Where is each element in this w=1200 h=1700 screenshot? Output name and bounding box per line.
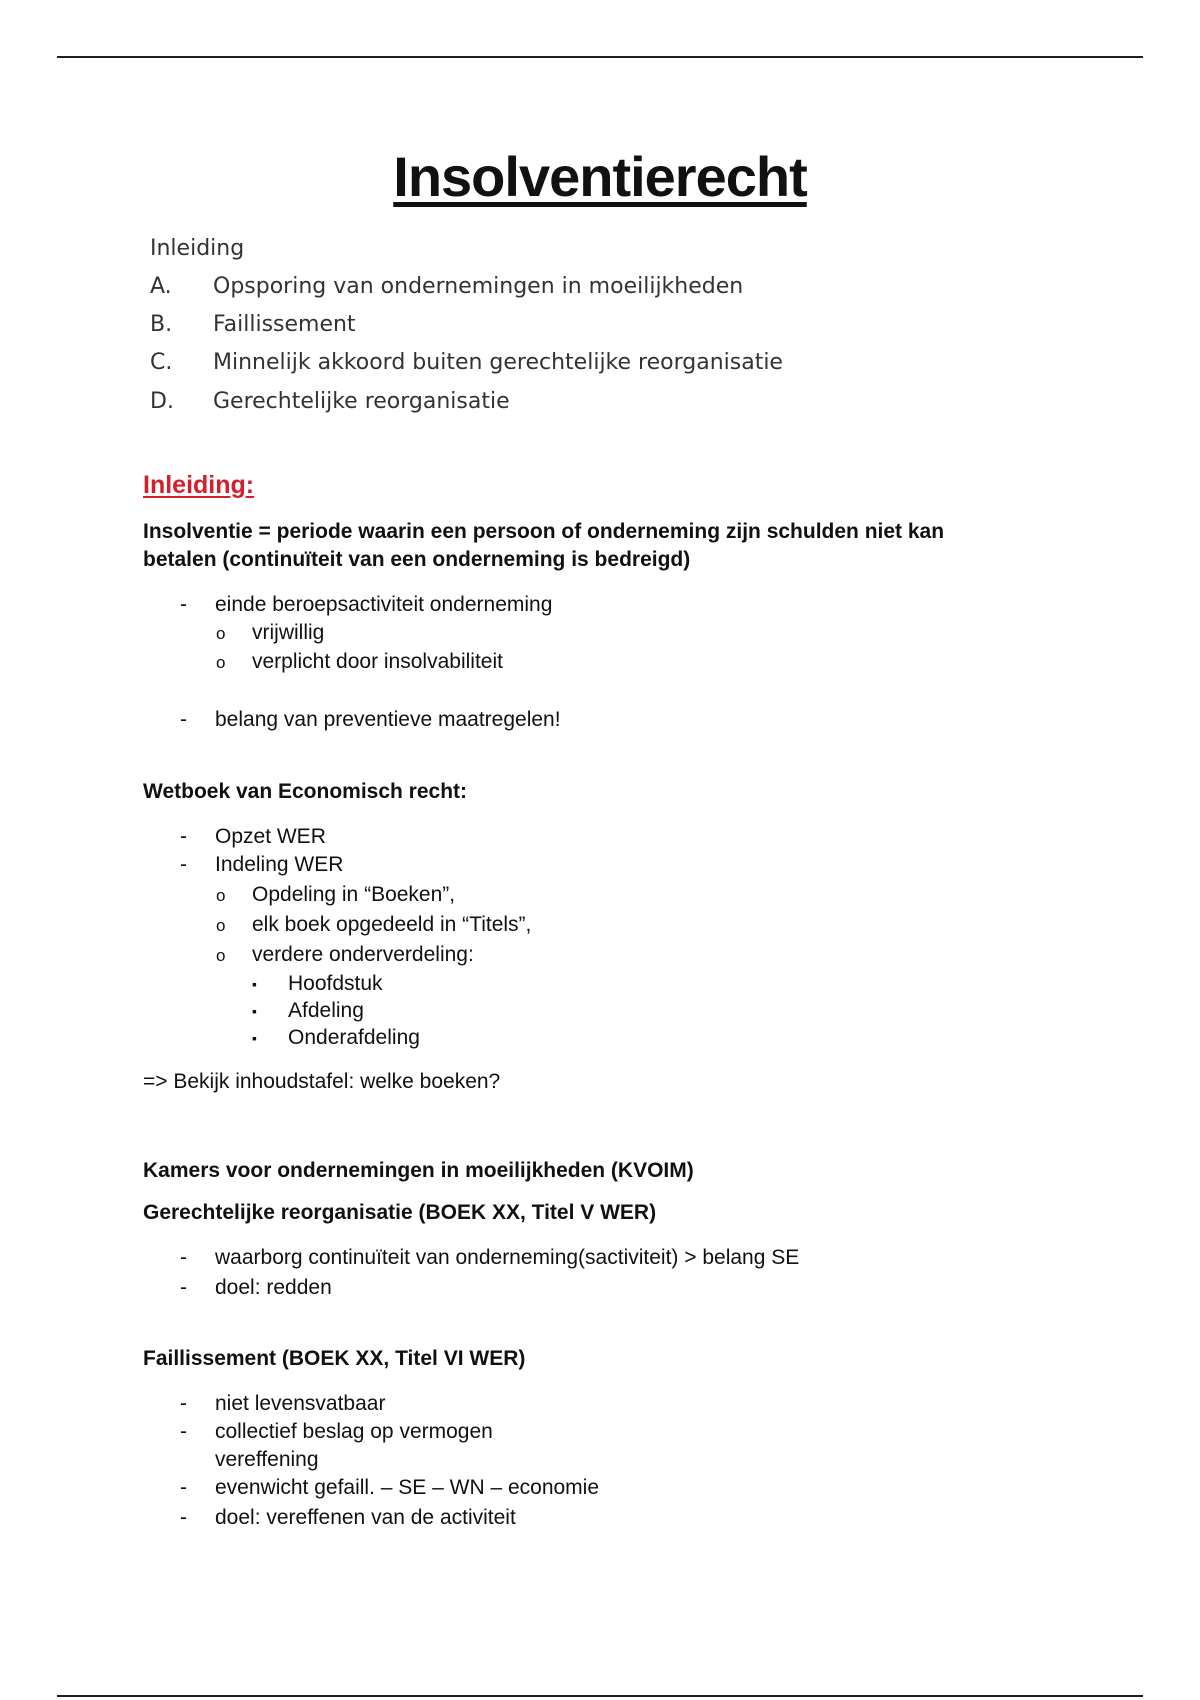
list-item-text: Opdeling in “Boeken”, bbox=[252, 883, 456, 906]
list-item-text: verdere onderverdeling: bbox=[252, 943, 474, 966]
circle-bullet-icon: o bbox=[216, 653, 226, 672]
toc-text: Minnelijk akkoord buiten gerechtelijke reorganisatie bbox=[213, 350, 783, 375]
dash-bullet-icon: - bbox=[180, 1392, 187, 1415]
dash-bullet-icon: - bbox=[180, 1246, 187, 1269]
list-item-text: collectief beslag op vermogen bbox=[215, 1420, 493, 1443]
list-item-text: niet levensvatbaar bbox=[215, 1392, 386, 1415]
toc-letter: D. bbox=[150, 389, 174, 414]
toc-text: Faillissement bbox=[213, 312, 356, 337]
square-bullet-icon: ▪ bbox=[252, 976, 257, 992]
note-text: => Bekijk inhoudstafel: welke boeken? bbox=[143, 1070, 501, 1093]
square-bullet-icon: ▪ bbox=[252, 1030, 257, 1046]
toc-letter: C. bbox=[150, 350, 173, 375]
section-heading-faillissement: Faillissement (BOEK XX, Titel VI WER) bbox=[143, 1347, 526, 1370]
circle-bullet-icon: o bbox=[216, 916, 226, 935]
toc-heading: Inleiding bbox=[150, 236, 245, 261]
page-title: Insolventierecht bbox=[393, 145, 807, 208]
section-heading-wer: Wetboek van Economisch recht: bbox=[143, 780, 468, 803]
list-item-text: einde beroepsactiviteit onderneming bbox=[215, 593, 553, 616]
dash-bullet-icon: - bbox=[180, 853, 187, 876]
circle-bullet-icon: o bbox=[216, 886, 226, 905]
dash-bullet-icon: - bbox=[180, 1506, 187, 1529]
list-item-text: evenwicht gefaill. – SE – WN – economie bbox=[215, 1476, 600, 1499]
top-rule bbox=[57, 56, 1143, 58]
list-item-text: Indeling WER bbox=[215, 853, 344, 876]
toc-text: Gerechtelijke reorganisatie bbox=[213, 389, 510, 414]
list-item-text: Afdeling bbox=[288, 999, 364, 1022]
list-item-continuation: vereffening bbox=[215, 1448, 319, 1471]
section-heading-inleiding: Inleiding: bbox=[143, 471, 255, 499]
list-item-text: belang van preventieve maatregelen! bbox=[215, 708, 561, 731]
section-heading-kvoim: Kamers voor ondernemingen in moeilijkheden (KVOIM) bbox=[143, 1159, 694, 1182]
bottom-rule bbox=[57, 1695, 1143, 1697]
dash-bullet-icon: - bbox=[180, 825, 187, 848]
square-bullet-icon: ▪ bbox=[252, 1003, 257, 1019]
dash-bullet-icon: - bbox=[180, 1420, 187, 1443]
dash-bullet-icon: - bbox=[180, 593, 187, 616]
list-item-text: waarborg continuïteit van onderneming(sactiviteit) > belang SE bbox=[215, 1246, 800, 1269]
toc-letter: A. bbox=[150, 274, 172, 299]
list-item-text: elk boek opgedeeld in “Titels”, bbox=[252, 913, 532, 936]
definition-line: Insolventie = periode waarin een persoon of onderneming zijn schulden niet kan bbox=[143, 520, 945, 543]
circle-bullet-icon: o bbox=[216, 946, 226, 965]
list-item-text: Opzet WER bbox=[215, 825, 326, 848]
dash-bullet-icon: - bbox=[180, 1476, 187, 1499]
toc-text: Opsporing van ondernemingen in moeilijkheden bbox=[213, 274, 744, 299]
subheading-reorganisatie: Gerechtelijke reorganisatie (BOEK XX, Titel V WER) bbox=[143, 1201, 657, 1224]
toc-letter: B. bbox=[150, 312, 173, 337]
list-item-text: verplicht door insolvabiliteit bbox=[252, 650, 503, 673]
list-item-text: doel: vereffenen van de activiteit bbox=[215, 1506, 516, 1529]
definition-line: betalen (continuïteit van een onderneming is bedreigd) bbox=[143, 548, 691, 571]
dash-bullet-icon: - bbox=[180, 1276, 187, 1299]
list-item-text: vrijwillig bbox=[252, 621, 325, 644]
dash-bullet-icon: - bbox=[180, 708, 187, 731]
list-item-text: Onderafdeling bbox=[288, 1026, 420, 1049]
list-item-text: Hoofdstuk bbox=[288, 972, 383, 995]
list-item-text: doel: redden bbox=[215, 1276, 332, 1299]
circle-bullet-icon: o bbox=[216, 624, 226, 643]
